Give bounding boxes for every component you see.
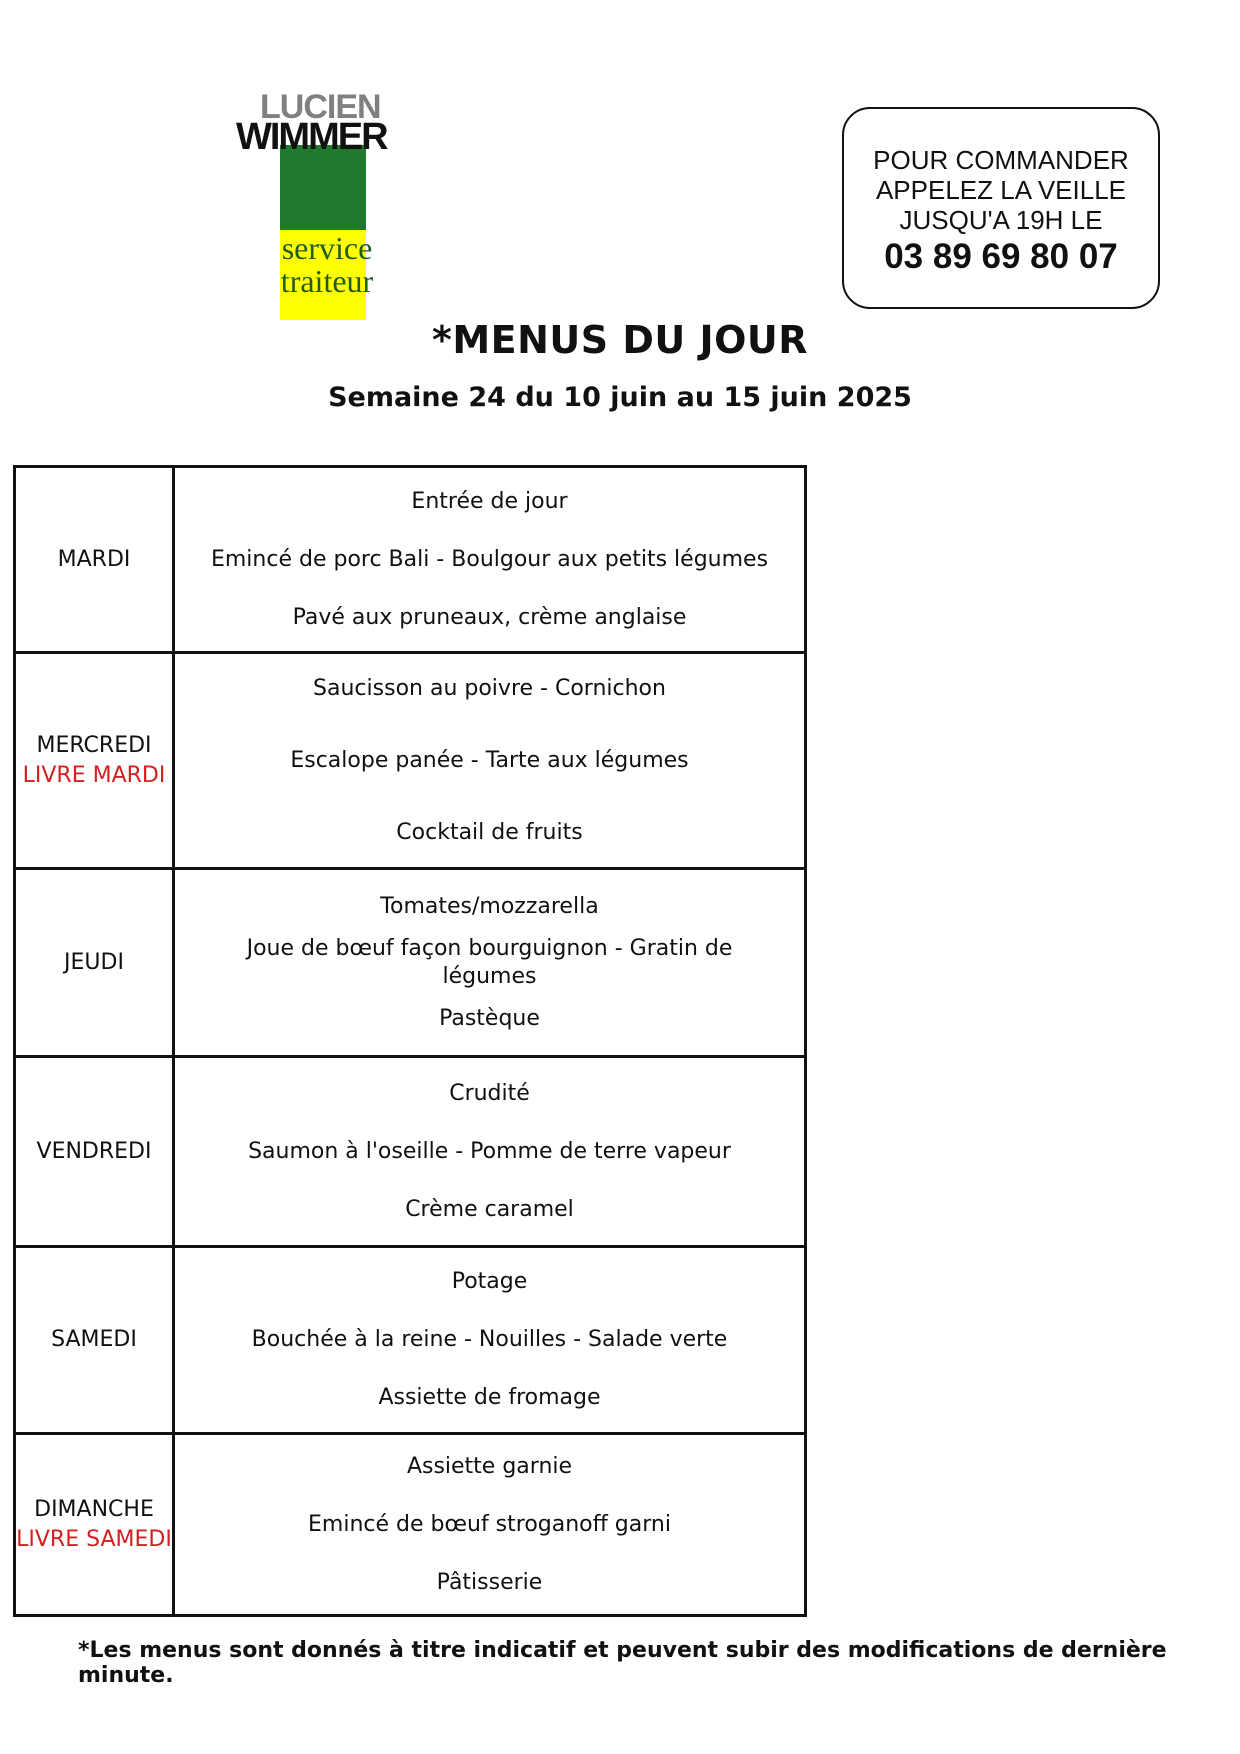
dessert: Assiette de fromage <box>378 1385 601 1410</box>
starter: Crudité <box>449 1080 530 1106</box>
main-course: Bouchée à la reine - Nouilles - Salade verte <box>251 1327 728 1352</box>
delivery-note: LIVRE MARDI <box>22 762 166 788</box>
page-title: *MENUS DU JOUR <box>431 318 809 362</box>
dessert: Pastèque <box>439 1005 540 1031</box>
day-label: MERCREDI <box>36 732 152 758</box>
logo-tagline <box>262 232 392 298</box>
day-cell <box>15 1247 174 1434</box>
logo-line-traiteur: traiteur <box>280 263 374 299</box>
menu-table <box>13 465 807 1617</box>
day-label: MARDI <box>57 546 131 572</box>
dishes-cell <box>174 869 806 1057</box>
logo-line-lucien: LUCIEN <box>260 88 381 126</box>
order-info-box <box>842 107 1160 309</box>
order-line-1: POUR COMMANDER <box>873 145 1129 175</box>
order-line-2: APPELEZ LA VEILLE <box>875 175 1127 205</box>
menu-row-dimanche <box>15 1434 806 1616</box>
day-label: SAMEDI <box>51 1327 137 1352</box>
disclaimer-footnote: *Les menus sont donnés à titre indicatif et peuvent subir des modifications de dernière minute. <box>78 1638 1167 1688</box>
dessert: Cocktail de fruits <box>396 819 583 845</box>
starter: Entrée de jour <box>411 488 568 514</box>
dishes-cell <box>174 653 806 869</box>
delivery-note: LIVRE SAMEDI <box>16 1526 172 1552</box>
starter: Tomates/mozzarella <box>380 893 599 919</box>
dishes-cell <box>174 1057 806 1247</box>
order-phone-number: 03 89 69 80 07 <box>884 237 1118 276</box>
dishes-cell <box>174 1434 806 1616</box>
dessert: Pavé aux pruneaux, crème anglaise <box>292 604 687 630</box>
dessert: Pâtisserie <box>436 1569 543 1595</box>
logo-line-service: service <box>281 230 373 266</box>
day-label: JEUDI <box>64 949 124 975</box>
main-course: Escalope panée - Tarte aux légumes <box>290 747 689 773</box>
menu-row-mercredi <box>15 653 806 869</box>
day-label: VENDREDI <box>36 1138 152 1164</box>
day-cell <box>15 467 174 653</box>
logo-line-wimmer: WIMMER <box>236 116 387 158</box>
main-course: Joue de bœuf façon bourguignon - Gratin de légumes <box>246 935 733 989</box>
day-cell <box>15 869 174 1057</box>
menu-row-samedi <box>15 1247 806 1434</box>
menu-row-jeudi <box>15 869 806 1057</box>
week-subtitle: Semaine 24 du 10 juin au 15 juin 2025 <box>328 382 912 413</box>
starter: Potage <box>451 1269 528 1294</box>
day-label: DIMANCHE <box>34 1496 154 1522</box>
menu-row-vendredi <box>15 1057 806 1247</box>
menu-row-mardi <box>15 467 806 653</box>
starter: Saucisson au poivre - Cornichon <box>313 675 666 701</box>
starter: Assiette garnie <box>406 1453 573 1479</box>
lucien-wimmer-logo <box>232 90 422 322</box>
order-line-3: JUSQU'A 19H LE <box>899 205 1103 235</box>
day-cell <box>15 1434 174 1616</box>
main-course: Emincé de bœuf stroganoff garni <box>308 1511 671 1537</box>
main-course: Emincé de porc Bali - Boulgour aux petits légumes <box>210 546 769 572</box>
day-cell <box>15 653 174 869</box>
dishes-cell <box>174 1247 806 1434</box>
dishes-cell <box>174 467 806 653</box>
main-course: Saumon à l'oseille - Pomme de terre vapeur <box>248 1138 731 1164</box>
day-cell <box>15 1057 174 1247</box>
dessert: Crème caramel <box>405 1196 574 1222</box>
